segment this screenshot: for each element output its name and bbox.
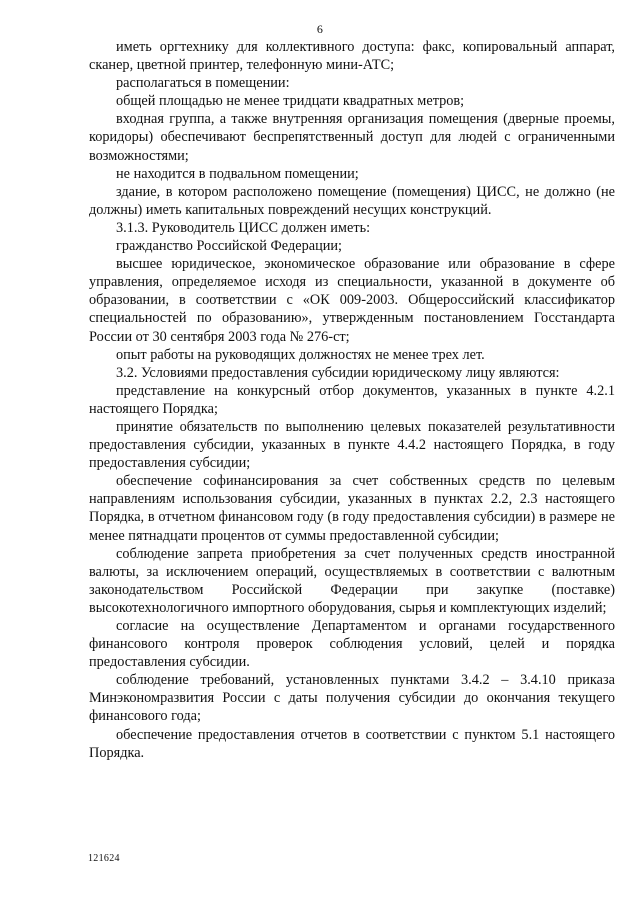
paragraph-equipment: иметь оргтехнику для коллективного доступа: факс, копировальный аппарат, сканер, цветной принтер, телефонную мини-АТС; xyxy=(89,39,615,74)
paragraph-inspections-consent: согласие на осуществление Департаментом и органами государственного финансового контроля проверок соблюдения условий, целей и порядка предоставления субсидии. xyxy=(89,618,615,671)
paragraph-documents: представление на конкурсный отбор документов, указанных в пункте 4.2.1 настоящего Порядка; xyxy=(89,382,615,417)
paragraph-cofinancing: обеспечение софинансирования за счет собственных средств по целевым направлениям использования субсидии, указанных в пунктах 2.2, 2.3 настоящего Порядка, в отчетном финансовом году (в году предоставления субсидии) в размере не менее пятнадцати процентов от суммы предоставленной субсидии; xyxy=(89,473,615,544)
paragraph-reports: обеспечение предоставления отчетов в соответствии с пунктом 5.1 настоящего Порядка. xyxy=(89,726,615,761)
paragraph-basement: не находится в подвальном помещении; xyxy=(116,165,359,182)
paragraph-section-3-1-3: 3.1.3. Руководитель ЦИСС должен иметь: xyxy=(116,219,371,236)
paragraph-building: здание, в котором расположено помещение (помещения) ЦИСС, не должно (не должны) иметь капитальных повреждений несущих конструкций. xyxy=(89,183,615,218)
paragraph-area: общей площадью не менее тридцати квадратных метров; xyxy=(116,93,465,110)
paragraph-experience: опыт работы на руководящих должностях не менее трех лет. xyxy=(116,346,485,363)
page-number: 6 xyxy=(316,22,324,36)
paragraph-citizenship: гражданство Российской Федерации; xyxy=(116,238,342,255)
document-body xyxy=(89,38,615,762)
document-code: 121624 xyxy=(88,853,120,864)
paragraph-requirements-compliance: соблюдение требований, установленных пунктами 3.4.2 – 3.4.10 приказа Минэкономразвития России с даты получения субсидии до окончания текущего финансового года; xyxy=(89,672,615,725)
paragraph-currency-ban: соблюдение запрета приобретения за счет полученных средств иностранной валюты, за исключением операций, осуществляемых в соответствии с валютным законодательством Российской Федерации при закупке (поставке) высокотехнологичного импортного оборудования, сырья и комплектующих изделий; xyxy=(89,545,615,616)
paragraph-premises: располагаться в помещении: xyxy=(116,75,290,92)
paragraph-education: высшее юридическое, экономическое образование или образование в сфере управления, определяемое исходя из специальности, указанной в документе об образовании, в соответствии с «ОК 009-2003. Общероссийский классификатор специальностей по образованию», утвержденным постановлением Госстандарта России от 30 сентября 2003 года № 276-ст; xyxy=(89,256,615,345)
paragraph-section-3-2: 3.2. Условиями предоставления субсидии юридическому лицу являются: xyxy=(116,364,560,381)
paragraph-accessibility: входная группа, а также внутренняя организация помещения (дверные проемы, коридоры) обеспечивают беспрепятственный доступ для людей с ограниченными возможностями; xyxy=(89,111,615,164)
paragraph-obligations: принятие обязательств по выполнению целевых показателей результативности предоставления субсидии, указанных в пункте 4.4.2 настоящего Порядка, в году предоставления субсидии; xyxy=(89,418,615,472)
